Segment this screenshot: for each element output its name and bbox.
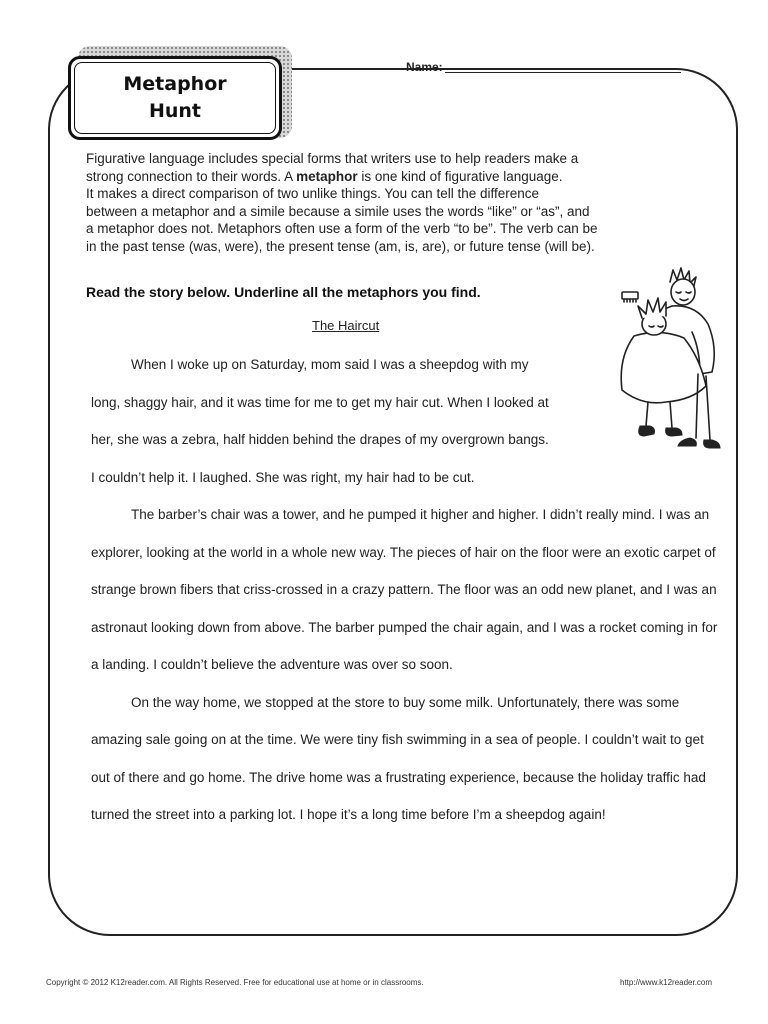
intro-line: It makes a direct comparison of two unlike things. You can tell the difference — [86, 186, 540, 201]
metaphor-term: metaphor — [296, 168, 358, 184]
name-label: Name: — [406, 60, 443, 74]
instruction-text: Read the story below. Underline all the metaphors you find. — [86, 284, 481, 300]
footer-url-link[interactable]: http://www.k12reader.com — [620, 978, 713, 987]
intro-line: between a metaphor and a simile because a simile uses the words “like” or “as”, and — [86, 203, 590, 219]
intro-line: a metaphor does not. Metaphors often use a form of the verb “to be”. The verb can be — [86, 221, 598, 236]
name-underline[interactable] — [445, 72, 681, 73]
story-paragraph-2: The barber’s chair was a tower, and he pumped it higher and higher. I didn’t really mind. I was an explorer, looking at the world in a whole new way. The pieces of hair on the floor were an exotic carpet of strange brown fibers that criss-crossed in a crazy pattern. The floor was an odd new planet, and I was an astronaut looking down from above. The barber pumped the chair again, and I was a rocket coming in for a landing. I couldn’t believe the adventure was over so soon. — [91, 507, 718, 672]
footer-copyright: Copyright © 2012 K12reader.com. All Rights Reserved. Free for educational use at home or in classrooms. — [46, 978, 424, 987]
name-field[interactable] — [406, 60, 681, 74]
title-line-1: Metaphor — [123, 73, 227, 95]
worksheet-title — [123, 71, 226, 125]
story-line: long, shaggy hair, and it was time for me to get my hair cut. When I looked at — [91, 394, 549, 410]
title-box — [68, 56, 282, 140]
intro-line: strong connection to their words. A metaphor is one kind of figurative language. — [86, 168, 563, 184]
intro-line: Figurative language includes special forms that writers use to help readers make a — [86, 151, 579, 166]
story-line: When I woke up on Saturday, mom said I was a sheepdog with my — [131, 357, 529, 372]
story-line: I couldn’t help it. I laughed. She was right, my hair had to be cut. — [91, 469, 475, 485]
title-line-2: Hunt — [148, 100, 202, 122]
intro-line: in the past tense (was, were), the present tense (am, is, are), or future tense (will be). — [86, 238, 595, 254]
barber-haircut-illustration — [600, 266, 722, 456]
story-title: The Haircut — [312, 318, 380, 333]
intro-paragraph — [86, 150, 706, 255]
story-paragraph-3: On the way home, we stopped at the store to buy some milk. Unfortunately, there was some amazing sale going on at the time. We were tiny fish swimming in a sea of people. I couldn’t wait to get out of there and go home. The drive home was a frustrating experience, because the holiday traffic had turned the street into a parking lot. I hope it’s a long time before I’m a sheepdog again! — [91, 694, 706, 822]
story-line: her, she was a zebra, half hidden behind the drapes of my overgrown bangs. — [91, 432, 549, 447]
